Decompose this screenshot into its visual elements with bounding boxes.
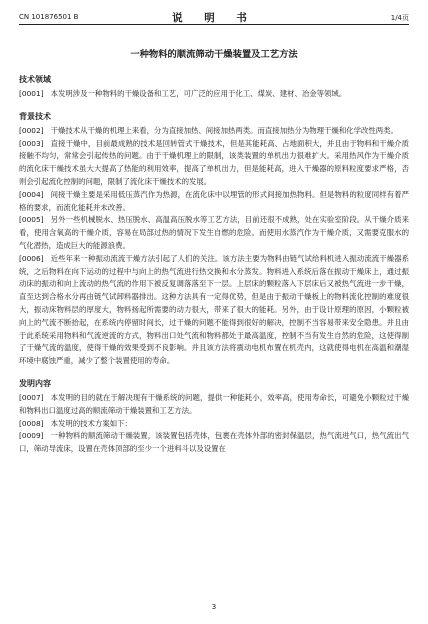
paragraph-number: [0009] <box>19 431 44 441</box>
paragraph <box>19 138 409 189</box>
paragraph <box>19 418 409 431</box>
paragraph-number: [0001] <box>19 89 44 98</box>
paragraph-number: [0004] <box>19 189 44 199</box>
section-heading: 发明内容 <box>19 378 51 388</box>
paragraph-number: [0005] <box>19 215 44 225</box>
paragraph-number: [0006] <box>19 253 44 263</box>
page-indicator: 1/4页 <box>390 14 409 22</box>
paragraph-text: 本发明的技术方案如下： <box>50 418 132 428</box>
page-header <box>19 10 409 32</box>
paragraph-number: [0002] <box>19 125 44 135</box>
paragraph-text: 本发明的目的就在于解决现有干燥系统的问题，提供一种能耗小，效率高，使用寿命长，可避免小颗粒过干燥和物料出口温度过高的顺流筛动干燥装置和工艺方法。 <box>19 392 409 415</box>
paragraph-text: 间接干燥主要是采用低压蒸汽作为热源，在流化床中以埋管的形式间接加热物料。但是物料的粒度同样有着严格的要求，而流化能耗并未改善。 <box>19 189 409 212</box>
paragraph-text: 近些年来一种振动流流干燥方法引起了人们的关注。该方法主要为物料由链气试给料机进入振动流流干燥器系统，之后物料在向下运动的过程中与向上的热气流进行热交换和水分蒸发。物料进入系统后落在振动干燥床上，通过振动床的振动和向上流动的热气流的作用下被反复调落落至下一层。上层床的颗粒落入下层床后又被热气流进一步干燥，直至达到合格水分再由链气试卸料器排出。这种方法具有一定得优势，但是由于振动干燥板上的物料流化控制的难度很大，振动床物料层的厚度大，物料扬起所需要的动力很大，带来了很大的能耗。另外，由于设计原理的原因，小颗粒被向上的气流不断抬起，在系统内停留时间长，过干燥的问题不能得到很好的解决，控制不当容易带来安全隐患。并且由于此系统采用物料和气流逆流的方式，物料出口处气流和物料都处于最高温度，控制不当有发生自然的危险，这使得制了干燥气流的温度，使得干燥的效果受到不良影响。并且该方法将震动电机布置在机壳内，这就使得电机在高温和潮湿环境中腐蚀严重，减少了整个装置使用的寿命。 <box>19 253 409 366</box>
paragraph-text: 直接干燥中，目前最成熟的技术是回转管式干燥技术，但是其能耗高、占地面积大，并且由于物料和干燥介质接触不均匀，常常会引起传热的问题。由于干燥机理上的限制，该类装置的单机出力很难扩大。采用热风作为干燥介质的流化床干燥技术虽大大提高了热能的利用效率，提高了单机出力，但是能耗高，进入干燥器的原料粒度要求严格，否则会引起流化控制的问题，限制了流化床干燥技术的发展。 <box>19 138 409 186</box>
paragraph-text: 本发明涉及一种物料的干燥设备和工艺，可广泛的应用于化工、煤炭、建材、冶金等领域。 <box>50 89 347 98</box>
paragraph <box>19 125 409 138</box>
section-heading: 背景技术 <box>19 111 51 121</box>
page-number: 3 <box>211 603 217 611</box>
paragraph-number: [0008] <box>19 418 44 428</box>
paragraph <box>19 189 409 215</box>
paragraph-number: [0003] <box>19 138 44 148</box>
paragraph <box>19 392 409 418</box>
document-title: 一种物料的顺流筛动干燥装置及工艺方法 <box>130 49 298 60</box>
paragraph-text: 一种物料的顺流筛动干燥装置，该装置包括壳体，包裹在壳体外部的密封保温层，热气流进气口，热气流出气口，筛动导流床，设置在壳体顶部的至少一个进料斗以及设置在 <box>19 431 409 454</box>
paragraph-number: [0007] <box>19 392 44 402</box>
header-divider <box>19 24 409 25</box>
paragraph <box>19 88 409 101</box>
paragraph <box>19 214 409 252</box>
paragraph <box>19 253 409 368</box>
paragraph-text: 干燥技术从干燥的机理上来看，分为直接加热、间接加热两类。而直接加热分为物理干燥和化学改性两类。 <box>50 125 398 135</box>
section-heading: 技术领域 <box>19 75 51 84</box>
document-body <box>19 46 409 456</box>
paragraph <box>19 430 409 456</box>
paragraph-text: 另外一些机械脱水、热压脱水、高温高压脱水等工艺方法，目前还很不成熟，处在实验室阶段。从干燥介质来看，使用含氧高的干燥介质，容易在局部过热的情况下发生自燃的危险。而使用水蒸汽作为干燥介质，又需要克服水的气化潜热，造成巨大的能源浪费。 <box>19 215 409 250</box>
document-number: CN 101876501 B <box>19 13 79 21</box>
document-type: 说 明 书 <box>172 12 256 24</box>
